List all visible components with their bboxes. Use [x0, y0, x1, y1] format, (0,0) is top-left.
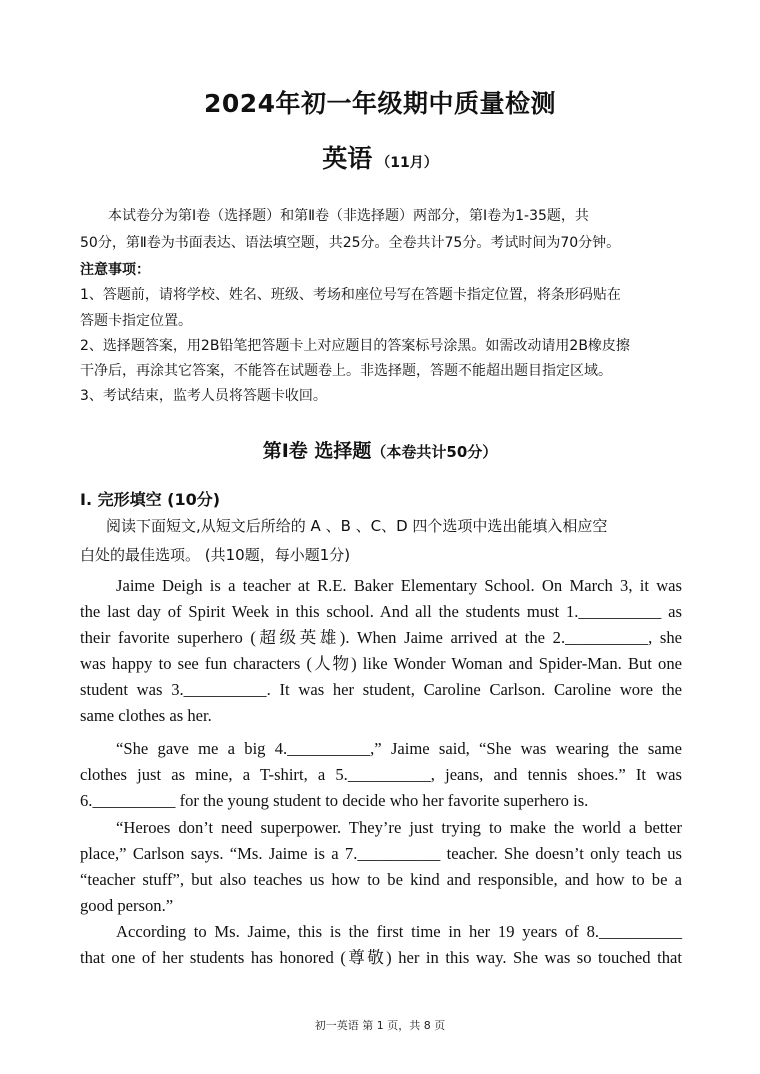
- subject-name: 英语: [322, 144, 373, 173]
- intro-line-2: 50分，第Ⅱ卷为书面表达、语法填空题，共25分。全卷共计75分。考试时间为70分钟。: [80, 235, 621, 251]
- passage-line-11: place,” Carlson says. “Ms. Jaime is a 7.__________ teacher. She doesn’t only teach us: [80, 844, 682, 863]
- passage-line-5: student was 3.__________. It was her student, Caroline Carlson. Caroline wore the: [80, 680, 682, 699]
- passage-line-9: 6.__________ for the young student to decide who her favorite superhero is.: [80, 791, 589, 810]
- intro-line-1: 本试卷分为第Ⅰ卷（选择题）和第Ⅱ卷（非选择题）两部分，第Ⅰ卷为1-35题，共: [108, 208, 589, 224]
- section-subtitle: （本卷共计50分）: [371, 443, 498, 461]
- passage-line-2: the last day of Spirit Week in this school. And all the students must 1.__________ as: [80, 602, 682, 621]
- subject-heading: [0, 139, 760, 175]
- notice-line-1: 1、答题前，请将学校、姓名、班级、考场和座位号写在答题卡指定位置，将条形码贴在: [80, 287, 621, 303]
- passage-line-12: “teacher stuff”, but also teaches us how to be kind and responsible, and how to be a: [80, 870, 682, 889]
- passage-line-15: that one of her students has honored (尊敬) her in this way. She was so touched that: [80, 948, 682, 967]
- notice-line-5: 3、考试结束，监考人员将答题卡收回。: [80, 388, 327, 404]
- section-title: [0, 436, 760, 463]
- passage-line-7: “She gave me a big 4.__________,” Jaime said, “She was wearing the same: [116, 739, 682, 758]
- passage-line-4: was happy to see fun characters (人物) like Wonder Woman and Spider-Man. But one: [80, 654, 682, 673]
- part-title: I. 完形填空 (10分): [80, 490, 221, 509]
- section-name: 第Ⅰ卷 选择题: [262, 440, 372, 462]
- exam-title: 2024年初一年级期中质量检测: [203, 89, 557, 118]
- passage-line-3: their favorite superhero (超级英雄). When Jaime arrived at the 2.__________, she: [80, 628, 682, 647]
- notice-line-3: 2、选择题答案，用2B铅笔把答题卡上对应题目的答案标号涂黑。如需改动请用2B橡皮擦: [80, 338, 630, 354]
- instructions-line-1: 阅读下面短文,从短文后所给的 A 、B 、C、D 四个选项中选出能填入相应空: [106, 517, 608, 535]
- passage-line-8: clothes just as mine, a T-shirt, a 5.__________, jeans, and tennis shoes.” It was: [80, 765, 682, 784]
- passage-line-6: same clothes as her.: [80, 706, 212, 725]
- exam-month: （11月）: [376, 155, 438, 171]
- notice-heading: 注意事项：: [80, 262, 150, 278]
- passage-line-10: “Heroes don’t need superpower. They’re just trying to make the world a better: [116, 818, 682, 837]
- notice-line-4: 干净后，再涂其它答案，不能答在试题卷上。非选择题，答题不能超出题目指定区域。: [80, 363, 612, 379]
- notice-line-2: 答题卡指定位置。: [80, 313, 192, 329]
- passage-line-1: Jaime Deigh is a teacher at R.E. Baker Elementary School. On March 3, it was: [116, 576, 682, 595]
- passage-line-13: good person.”: [80, 896, 174, 915]
- passage-line-14: According to Ms. Jaime, this is the first time in her 19 years of 8.__________: [116, 922, 682, 941]
- instructions-line-2: 白处的最佳选项。 (共10题，每小题1分): [80, 546, 351, 564]
- page-footer: 初一英语 第 1 页，共 8 页: [314, 1019, 446, 1032]
